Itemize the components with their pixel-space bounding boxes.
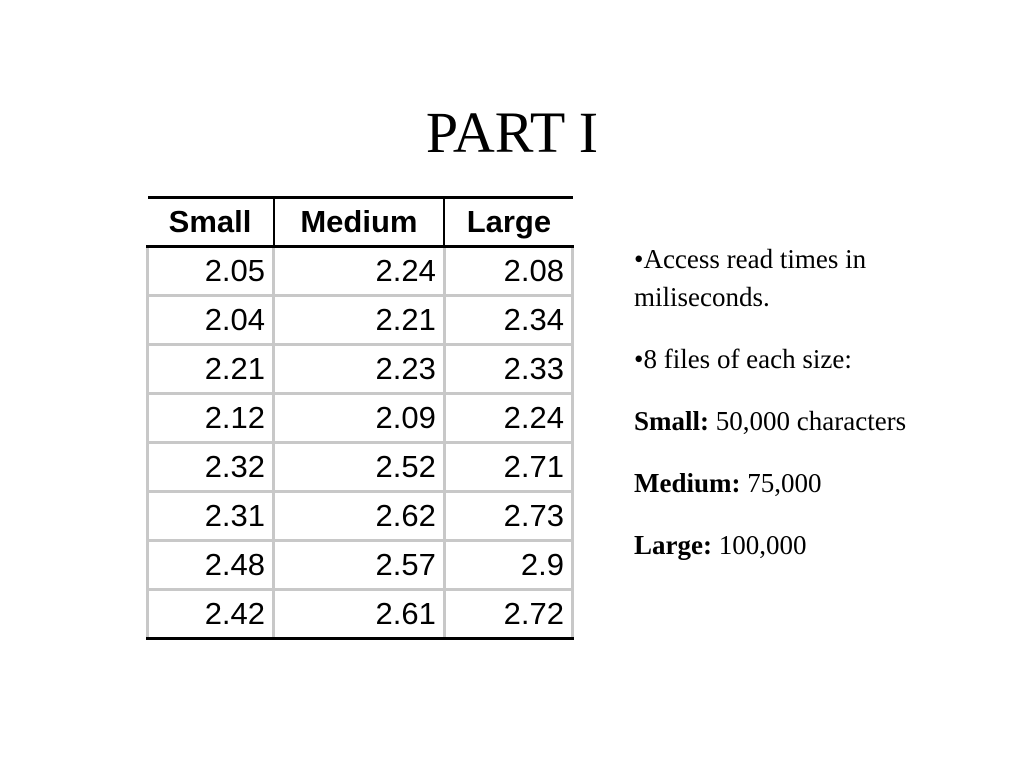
cell-large: 2.24 [444, 394, 572, 443]
cell-small: 2.42 [148, 590, 274, 639]
cell-small: 2.05 [148, 247, 274, 296]
table-row [148, 492, 573, 541]
cell-small: 2.48 [148, 541, 274, 590]
cell-large: 2.72 [444, 590, 572, 639]
note-large-size [634, 526, 1004, 564]
cell-medium: 2.62 [274, 492, 445, 541]
cell-small: 2.32 [148, 443, 274, 492]
note-small-size [634, 402, 1004, 440]
cell-large: 2.9 [444, 541, 572, 590]
table-row [148, 394, 573, 443]
medium-size-value: 75,000 [740, 468, 822, 498]
cell-small: 2.31 [148, 492, 274, 541]
table-row [148, 296, 573, 345]
cell-large: 2.34 [444, 296, 572, 345]
note-medium-size [634, 464, 1004, 502]
table-row [148, 443, 573, 492]
cell-medium: 2.09 [274, 394, 445, 443]
cell-medium: 2.57 [274, 541, 445, 590]
small-size-label: Small: [634, 406, 710, 436]
table-row [148, 247, 573, 296]
cell-large: 2.73 [444, 492, 572, 541]
cell-small: 2.12 [148, 394, 274, 443]
table-row [148, 345, 573, 394]
cell-large: 2.08 [444, 247, 572, 296]
header-large: Large [444, 198, 572, 247]
notes-panel [634, 240, 1004, 588]
cell-small: 2.04 [148, 296, 274, 345]
cell-large: 2.33 [444, 345, 572, 394]
cell-medium: 2.24 [274, 247, 445, 296]
table-row [148, 590, 573, 639]
cell-medium: 2.61 [274, 590, 445, 639]
large-size-value: 100,000 [711, 530, 807, 560]
note-access-times: •Access read times in miliseconds. [634, 244, 867, 312]
cell-medium: 2.23 [274, 345, 445, 394]
note-file-count: •8 files of each size: [634, 344, 852, 374]
large-size-label: Large: [634, 530, 712, 560]
table-header-row [148, 198, 573, 247]
cell-medium: 2.21 [274, 296, 445, 345]
medium-size-label: Medium: [634, 468, 741, 498]
read-times-table [146, 196, 574, 640]
cell-small: 2.21 [148, 345, 274, 394]
cell-medium: 2.52 [274, 443, 445, 492]
cell-large: 2.71 [444, 443, 572, 492]
header-small: Small [148, 198, 274, 247]
header-medium: Medium [274, 198, 445, 247]
small-size-value: 50,000 characters [709, 406, 907, 436]
slide-title: PART I [425, 100, 599, 165]
table-row [148, 541, 573, 590]
